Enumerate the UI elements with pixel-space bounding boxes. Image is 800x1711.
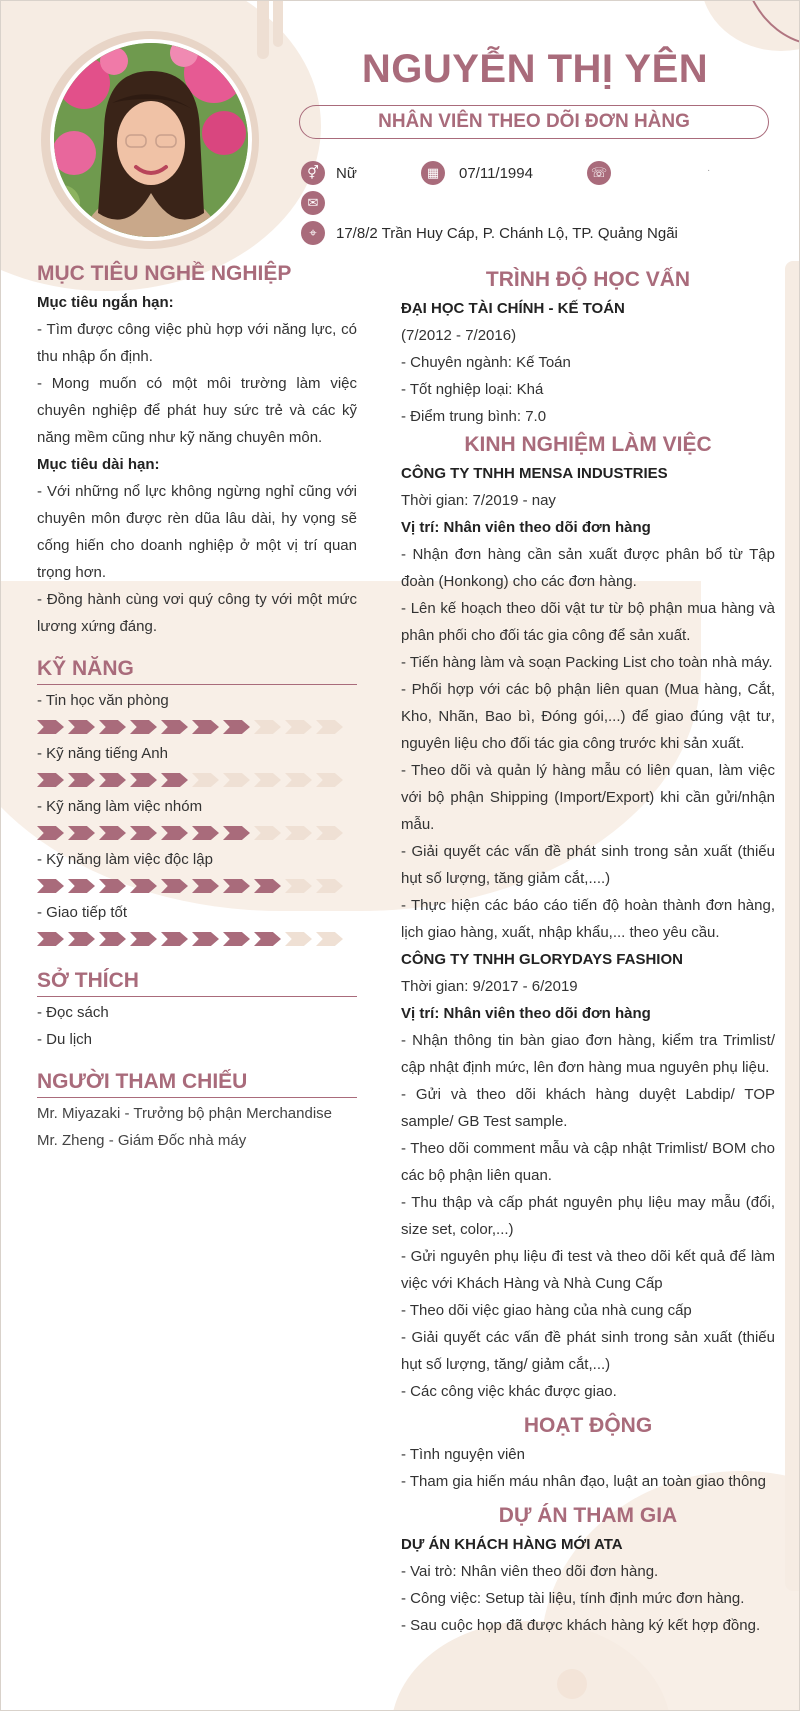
- decor-bar: [257, 1, 269, 59]
- skill-chevron-empty: [285, 773, 312, 787]
- job-task: - Thu thập và cấp phát nguyên phụ liệu may mẫu (đổi, size set, color,...): [401, 1194, 775, 1238]
- hobby-item: - Du lịch: [37, 1031, 93, 1048]
- references-title: NGƯỜI THAM CHIẾU: [37, 1067, 357, 1098]
- job-task: - Các công việc khác được giao.: [401, 1383, 617, 1400]
- skill-chevron-filled: [161, 879, 188, 893]
- education-detail: - Chuyên ngành: Kế Toán: [401, 354, 571, 371]
- skill-chevron-empty: [192, 773, 219, 787]
- job-task: - Gửi và theo dõi khách hàng duyệt Labdip/ TOP sample/ GB Test sample.: [401, 1086, 775, 1130]
- skill-chevron-filled: [37, 826, 64, 840]
- job-time: Thời gian: 7/2019 - nay: [401, 492, 556, 509]
- reference-item: Mr. Miyazaki - Trưởng bộ phận Merchandise: [37, 1105, 332, 1122]
- skill-chevron-empty: [285, 826, 312, 840]
- skills-list: [37, 687, 357, 952]
- skill-chevron-filled: [37, 879, 64, 893]
- job-position: Vị trí: Nhân viên theo dõi đơn hàng: [401, 519, 651, 536]
- birthday-value: 07/11/1994: [459, 165, 533, 182]
- skills-title: KỸ NĂNG: [37, 654, 357, 685]
- skill-chevron-empty: [316, 773, 343, 787]
- decor-side-bar: [785, 261, 800, 1591]
- skill-chevron-filled: [68, 773, 95, 787]
- long-term-item: - Với những nổ lực không ngừng nghỉ cũng với chuyên môn được rèn dũa lâu dài, hy vọng sẽ cống hiến cho doanh nghiệp ở một vị trí quan trọng hơn.: [37, 483, 357, 581]
- skill-chevron-filled: [223, 932, 250, 946]
- skill-name: - Kỹ năng làm việc độc lập: [37, 851, 213, 868]
- skill-chevron-filled: [254, 879, 281, 893]
- hobbies-title: SỞ THÍCH: [37, 966, 357, 997]
- skill-level-bar: [37, 926, 357, 952]
- skill-chevron-empty: [254, 826, 281, 840]
- skill-chevron-filled: [161, 773, 188, 787]
- skill-chevron-filled: [68, 932, 95, 946]
- skill-chevron-filled: [99, 932, 126, 946]
- projects-title: DỰ ÁN THAM GIA: [498, 1504, 678, 1527]
- long-term-item: - Đồng hành cùng vơi quý công ty với một mức lương xứng đáng.: [37, 591, 357, 635]
- short-term-label: Mục tiêu ngắn hạn:: [37, 294, 174, 311]
- project-item: - Vai trò: Nhân viên theo dõi đơn hàng.: [401, 1563, 659, 1580]
- long-term-label: Mục tiêu dài hạn:: [37, 456, 160, 473]
- skill-name: - Kỹ năng làm việc nhóm: [37, 798, 203, 815]
- skill-chevron-filled: [130, 879, 157, 893]
- skill-chevron-empty: [316, 826, 343, 840]
- company-name: CÔNG TY TNHH GLORYDAYS FASHION: [401, 951, 683, 968]
- skill-chevron-empty: [254, 720, 281, 734]
- skill-level-bar: [37, 767, 357, 793]
- skill-chevron-filled: [68, 826, 95, 840]
- skill-chevron-filled: [99, 826, 126, 840]
- activities-title: HOẠT ĐỘNG: [523, 1414, 653, 1437]
- job-task: - Giải quyết các vấn đề phát sinh trong sản xuất (thiếu hụt số lượng, tăng giảm cắt,....): [401, 843, 775, 887]
- skill-chevron-filled: [192, 720, 219, 734]
- skill-name: - Giao tiếp tốt: [37, 904, 128, 921]
- gender-value: Nữ: [336, 165, 357, 182]
- skill-chevron-empty: [316, 932, 343, 946]
- calendar-icon: ▦: [421, 161, 445, 185]
- skill-chevron-filled: [130, 932, 157, 946]
- company-name: CÔNG TY TNHH MENSA INDUSTRIES: [401, 465, 668, 482]
- job-task: - Theo dõi comment mẫu và cập nhật Trimlist/ BOM cho các bộ phận liên quan.: [401, 1140, 775, 1184]
- skill-name: - Tin học văn phòng: [37, 692, 169, 709]
- skill-name: - Kỹ năng tiếng Anh: [37, 745, 168, 762]
- skill-chevron-filled: [192, 826, 219, 840]
- job-task: - Tiến hàng làm và soạn Packing List cho toàn nhà máy.: [401, 654, 773, 671]
- skill-chevron-filled: [37, 932, 64, 946]
- avatar: [50, 39, 252, 241]
- skill-chevron-filled: [37, 720, 64, 734]
- skill-chevron-filled: [68, 720, 95, 734]
- job-task: - Lên kế hoạch theo dõi vật tư từ bộ phận mua hàng và phân phối cho đối tác gia công để sản xuất.: [401, 600, 775, 644]
- skill-chevron-empty: [316, 720, 343, 734]
- skill-chevron-filled: [223, 720, 250, 734]
- study-period: (7/2012 - 7/2016): [401, 327, 517, 344]
- education-detail: - Điểm trung bình: 7.0: [401, 408, 547, 425]
- skill-chevron-filled: [130, 773, 157, 787]
- school-name: ĐẠI HỌC TÀI CHÍNH - KẾ TOÁN: [401, 300, 625, 317]
- activity-item: - Tham gia hiến máu nhân đạo, luật an toàn giao thông: [401, 1473, 766, 1490]
- skill-level-bar: [37, 820, 357, 846]
- job-task: - Theo dõi việc giao hàng của nhà cung cấp: [401, 1302, 692, 1319]
- job-task: - Theo dõi và quản lý hàng mẫu có liên quan, làm việc với bộ phận Shipping (Import/Export) khi cần gửi/nhận mẫu.: [401, 762, 775, 833]
- location-icon: ⌖: [301, 221, 325, 245]
- skill-chevron-filled: [192, 879, 219, 893]
- project-name: DỰ ÁN KHÁCH HÀNG MỚI ATA: [401, 1536, 623, 1553]
- job-task: - Nhận thông tin bàn giao đơn hàng, kiểm tra Trimlist/ cập nhật định mức, lên đơn hàng mua nguyên phụ liệu.: [401, 1032, 775, 1076]
- address-value: 17/8/2 Trần Huy Cáp, P. Chánh Lộ, TP. Quảng Ngãi: [336, 225, 678, 242]
- job-task: - Phối hợp với các bộ phận liên quan (Mua hàng, Cắt, Kho, Nhãn, Bao bì, Đóng gói,...) để giao đúng vật tư, nguyên liệu cho đối tác gia công trước khi sản xuất.: [401, 681, 775, 752]
- candidate-name: NGUYỄN THỊ YÊN: [361, 47, 709, 91]
- skill-chevron-filled: [68, 879, 95, 893]
- hobby-item: - Đọc sách: [37, 1004, 109, 1021]
- skill-chevron-empty: [254, 773, 281, 787]
- job-time: Thời gian: 9/2017 - 6/2019: [401, 978, 578, 995]
- education-title: TRÌNH ĐỘ HỌC VẤN: [485, 268, 691, 291]
- skill-chevron-empty: [316, 879, 343, 893]
- skill-chevron-filled: [99, 879, 126, 893]
- job-task: - Nhận đơn hàng cần sản xuất được phân bổ từ Tập đoàn (Honkong) cho các đơn hàng.: [401, 546, 775, 590]
- left-column: [37, 259, 357, 1154]
- gender-icon: ⚥: [301, 161, 325, 185]
- career-goals-title: MỤC TIÊU NGHỀ NGHIỆP: [37, 262, 292, 285]
- skill-chevron-filled: [223, 826, 250, 840]
- email-icon: ✉: [301, 191, 325, 215]
- experience-title: KINH NGHIỆM LÀM VIỆC: [464, 433, 712, 456]
- job-position: Vị trí: Nhân viên theo dõi đơn hàng: [401, 1005, 651, 1022]
- skill-chevron-filled: [130, 720, 157, 734]
- project-item: - Công việc: Setup tài liệu, tính định mức đơn hàng.: [401, 1590, 745, 1607]
- skill-chevron-filled: [130, 826, 157, 840]
- skill-chevron-filled: [161, 932, 188, 946]
- skill-chevron-empty: [285, 720, 312, 734]
- skill-chevron-empty: [285, 879, 312, 893]
- decor-dot: [557, 1669, 587, 1699]
- skill-chevron-filled: [161, 720, 188, 734]
- job-task: - Thực hiện các báo cáo tiến độ hoàn thành đơn hàng, lịch giao hàng, xuất, nhập khẩu,... theo yêu cầu.: [401, 897, 775, 941]
- skill-chevron-empty: [223, 773, 250, 787]
- job-title-badge: [299, 105, 769, 139]
- project-item: - Sau cuộc họp đã được khách hàng ký kết hợp đồng.: [401, 1617, 761, 1634]
- skill-level-bar: [37, 873, 357, 899]
- phone-value: ·: [707, 165, 711, 176]
- job-task: - Giải quyết các vấn đề phát sinh trong sản xuất (thiếu hụt số lượng, tăng/ giảm cắt,...): [401, 1329, 775, 1373]
- portrait-image: [54, 43, 248, 237]
- phone-icon: ☏: [587, 161, 611, 185]
- education-detail: - Tốt nghiệp loại: Khá: [401, 381, 544, 398]
- job-task: - Gửi nguyên phụ liệu đi test và theo dõi kết quả để làm việc với Khách Hàng và Nhà Cung Cấp: [401, 1248, 775, 1292]
- skill-chevron-filled: [161, 826, 188, 840]
- skill-chevron-filled: [99, 773, 126, 787]
- right-column: [401, 265, 775, 1639]
- activity-item: - Tình nguyện viên: [401, 1446, 525, 1463]
- skill-chevron-filled: [192, 932, 219, 946]
- skill-chevron-filled: [99, 720, 126, 734]
- decor-bar: [273, 1, 283, 47]
- skill-chevron-filled: [254, 932, 281, 946]
- skill-chevron-empty: [285, 932, 312, 946]
- job-title: NHÂN VIÊN THEO DÕI ĐƠN HÀNG: [378, 111, 690, 132]
- skill-chevron-filled: [37, 773, 64, 787]
- skill-chevron-filled: [223, 879, 250, 893]
- short-term-item: - Mong muốn có một môi trường làm việc chuyên nghiệp để phát huy sức trẻ và các kỹ năng mềm cũng như kỹ năng chuyên môn.: [37, 375, 357, 446]
- reference-item: Mr. Zheng - Giám Đốc nhà máy: [37, 1132, 247, 1149]
- short-term-item: - Tìm được công việc phù hợp với năng lực, có thu nhập ổn định.: [37, 321, 357, 365]
- skill-level-bar: [37, 714, 357, 740]
